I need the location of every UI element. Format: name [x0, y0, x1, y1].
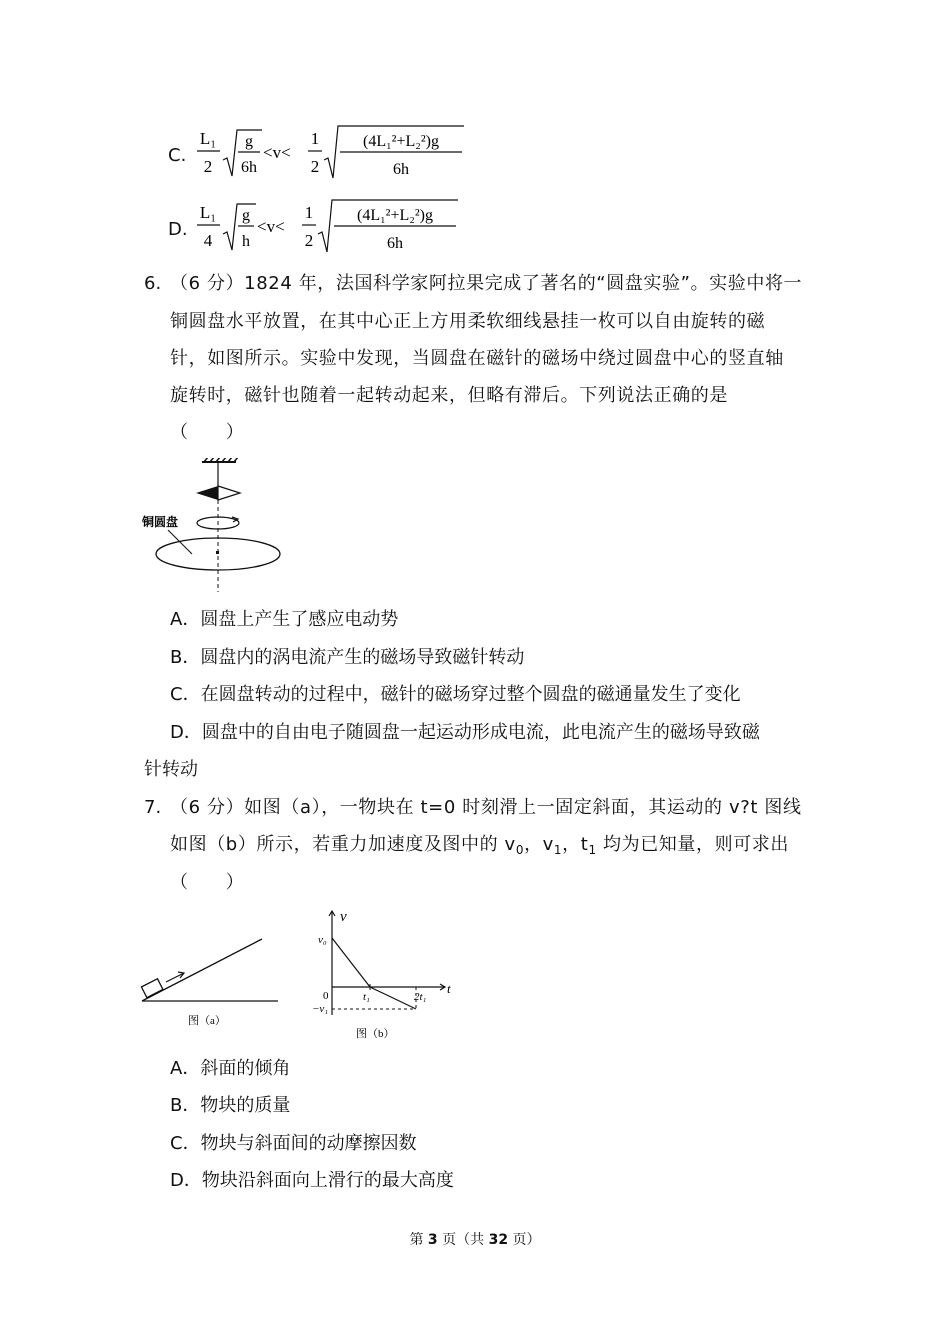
q6-option-c: C．在圆盘转动的过程中，磁针的磁场穿过整个圆盘的磁通量发生了变化 — [170, 684, 741, 705]
vt-graph-line — [332, 938, 416, 1009]
c-r1-den: 6h — [241, 159, 257, 176]
d-r1-den: h — [242, 233, 250, 250]
copper-disk-label: 铜圆盘 — [142, 515, 179, 529]
option-c-formula — [192, 122, 472, 184]
neg-v1-label: −v₁ — [312, 1003, 329, 1015]
d-t1-den: 4 — [203, 231, 213, 250]
q7-line2-mid2: ，t — [562, 834, 589, 855]
block — [141, 979, 162, 998]
q7-sub-v1: 1 — [553, 843, 563, 857]
v0-label: v₀ — [318, 934, 327, 946]
q6-option-d-wrap: 针转动 — [144, 759, 198, 780]
figure-b-caption: 图（b） — [356, 1028, 395, 1040]
q6-number: 6. — [144, 273, 162, 294]
q7-figure-b — [312, 903, 452, 1043]
t1-label: t₁ — [363, 991, 370, 1003]
needle-dark-half — [196, 486, 218, 500]
option-c-label: C. — [168, 145, 187, 166]
option-d-formula — [192, 196, 472, 258]
q6-stem-line: 旋转时，磁针也随着一起转动起来，但略有滞后。下列说法正确的是 — [170, 385, 728, 406]
q6-option-a: A．圆盘上产生了感应电动势 — [170, 609, 399, 630]
q7-figure-a — [140, 932, 285, 1032]
d-r1-num: g — [242, 207, 250, 224]
q7-line2-post: 均为已知量，则可求出 — [596, 834, 790, 855]
q7-option-b: B．物块的质量 — [170, 1095, 291, 1116]
footer-mid: 页（共 — [437, 1232, 489, 1248]
v-axis-label: v — [340, 909, 347, 925]
incline-surface — [142, 939, 262, 1001]
t-axis-label: t — [447, 981, 451, 996]
d-t2-den: 2 — [304, 231, 314, 250]
sqrt-sign-icon — [223, 204, 256, 250]
footer-page-number: 3 — [427, 1232, 438, 1248]
d-t2-num: 1 — [304, 203, 314, 222]
q6-stem-line: （6 分）1824 年，法国科学家阿拉果完成了著名的“圆盘实验”。实验中将一 — [170, 273, 803, 294]
c-r1-num: g — [245, 133, 253, 150]
option-d-label: D. — [168, 219, 188, 240]
q7-option-a: A．斜面的倾角 — [170, 1058, 291, 1079]
q6-stem-line: 铜圆盘水平放置，在其中心正上方用柔软细线悬挂一枚可以自由旋转的磁 — [170, 311, 766, 332]
q7-stem-line: （6 分）如图（a），一物块在 t=0 时刻滑上一固定斜面，其运动的 v?t 图线 — [170, 797, 802, 818]
q7-option-c: C．物块与斜面间的动摩擦因数 — [170, 1133, 417, 1154]
q7-line2-pre: 如图（b）所示，若重力加速度及图中的 v — [170, 834, 516, 855]
q6-answer-blank: （ ） — [170, 422, 245, 443]
d-inequality: <v< — [257, 217, 285, 236]
label-pointer — [168, 530, 192, 554]
figure-a-caption: 图（a） — [188, 1015, 226, 1027]
d-r2-num: (4L₁²+L₂²)g — [357, 207, 433, 224]
q6-arago-figure — [140, 458, 290, 598]
q7-answer-blank: （ ） — [170, 872, 245, 893]
d-t1-num: L₁ — [199, 203, 217, 222]
page-footer — [0, 1229, 950, 1249]
q7-number: 7. — [144, 797, 162, 818]
c-t2-den: 2 — [310, 157, 320, 176]
footer-prefix: 第 — [409, 1232, 428, 1248]
c-t1-num: L₁ — [199, 129, 217, 148]
q5-option-d — [168, 196, 468, 258]
needle-light-half — [218, 486, 240, 500]
2t1-label: 2t₁ — [414, 991, 427, 1003]
q7-option-d: D．物块沿斜面向上滑行的最大高度 — [170, 1170, 454, 1191]
c-r2-den: 6h — [393, 161, 409, 178]
footer-suffix: 页） — [508, 1232, 541, 1248]
c-inequality: <v< — [263, 143, 291, 162]
q6-option-b: B．圆盘内的涡电流产生的磁场导致磁针转动 — [170, 647, 525, 668]
q6-stem-line: 针，如图所示。实验中发现，当圆盘在磁针的磁场中绕过圆盘中心的竖直轴 — [170, 348, 784, 369]
q7-sub-t1: 1 — [588, 843, 597, 857]
q7-line2-mid1: ，v — [524, 834, 554, 855]
origin-label: 0 — [323, 990, 329, 1002]
q6-option-d: D．圆盘中的自由电子随圆盘一起运动形成电流，此电流产生的磁场导致磁 — [170, 722, 760, 743]
q7-sub-v0: 0 — [515, 843, 525, 857]
q7-stem-line — [170, 833, 789, 862]
d-r2-den: 6h — [387, 235, 403, 252]
footer-total-pages: 32 — [488, 1232, 509, 1248]
c-r2-num: (4L₁²+L₂²)g — [363, 133, 439, 150]
c-t2-num: 1 — [310, 129, 320, 148]
c-t1-den: 2 — [203, 157, 213, 176]
q5-option-c — [168, 122, 468, 184]
